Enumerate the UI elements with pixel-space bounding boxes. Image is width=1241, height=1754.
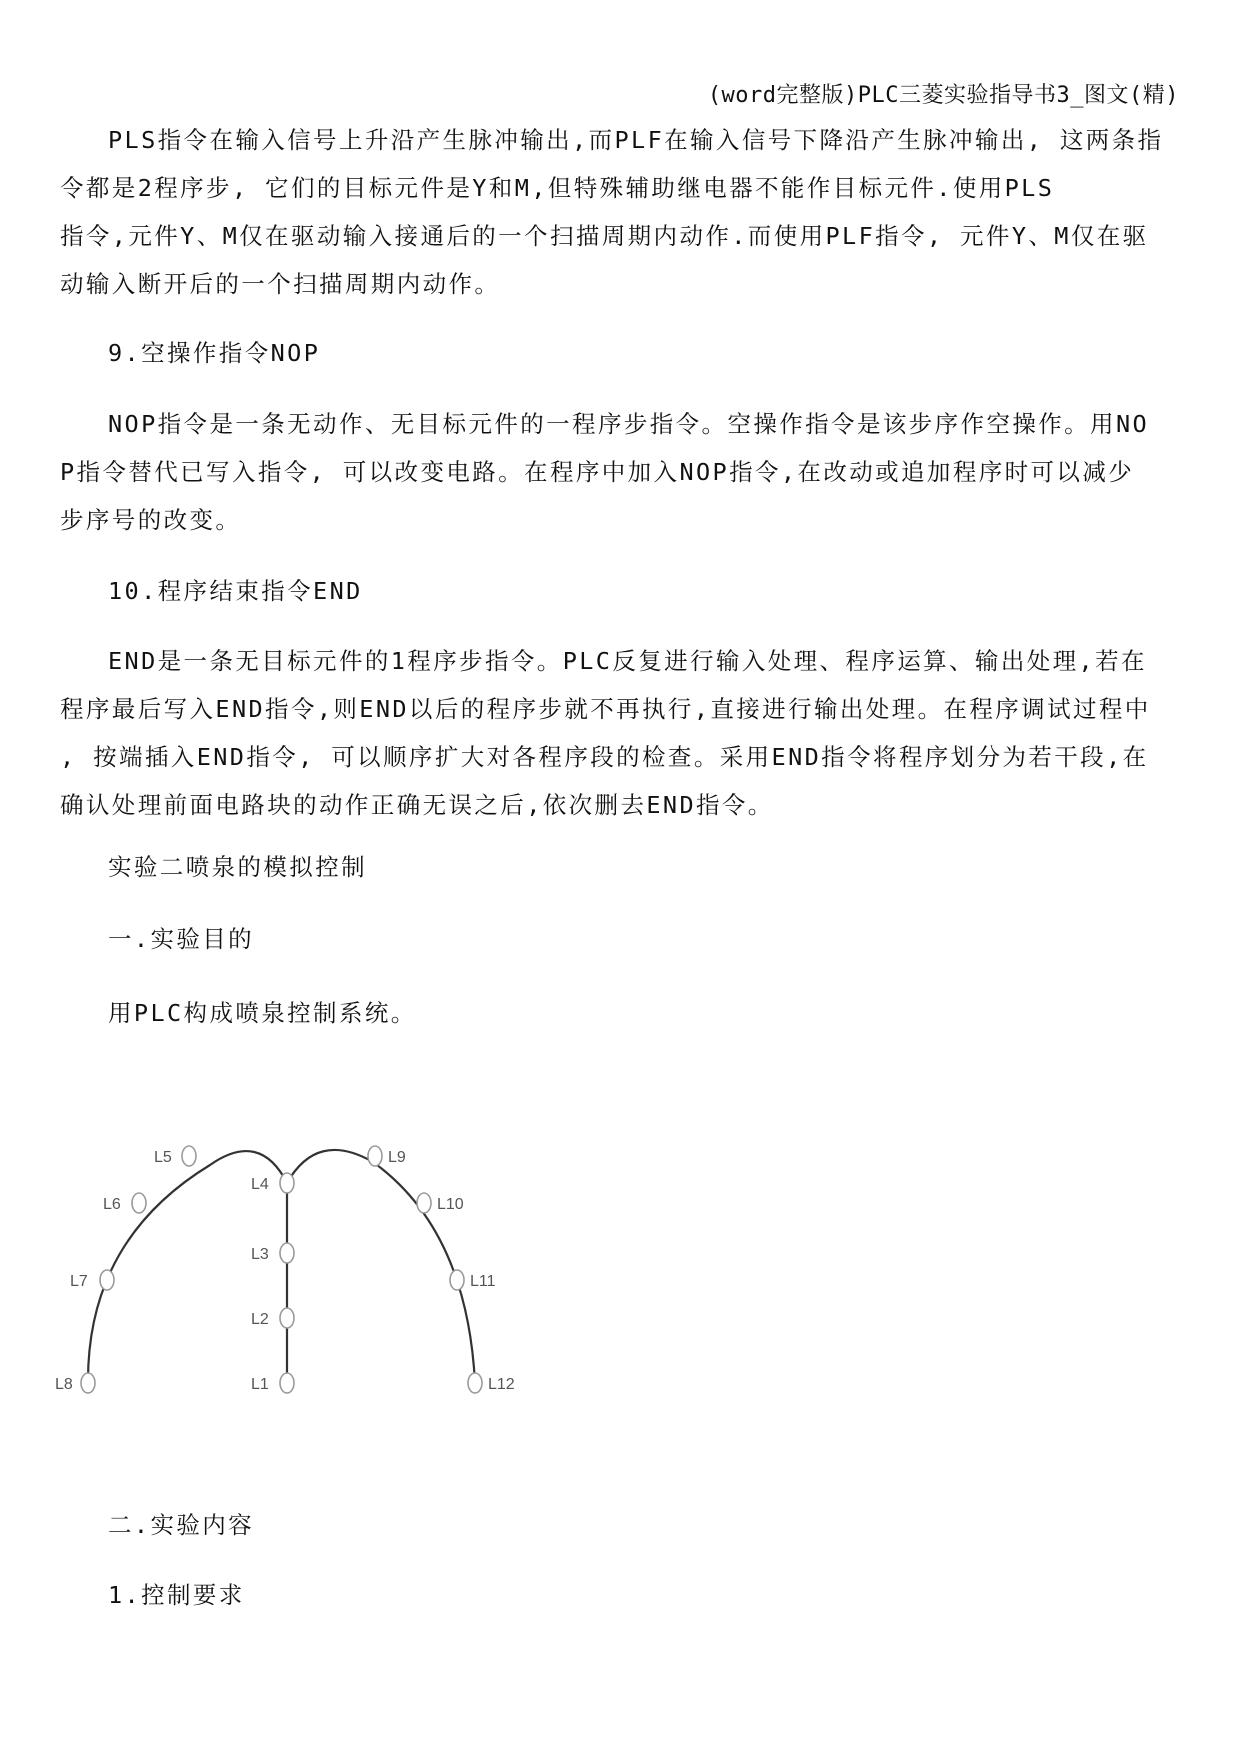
paragraph-purpose: 用PLC构成喷泉控制系统。	[108, 999, 417, 1027]
paragraph-line: NOP指令是一条无动作、无目标元件的一程序步指令。空操作指令是该步序作空操作。用NO	[108, 410, 1150, 438]
paragraph-pls-plf	[60, 116, 1180, 308]
paragraph-line: PLS指令在输入信号上升沿产生脉冲输出,而PLF在输入信号下降沿产生脉冲输出, 这两条指	[108, 126, 1164, 154]
heading-end: 10.程序结束指令END	[108, 577, 363, 605]
paragraph-line: 指令,元件Y、M仅在驱动输入接通后的一个扫描周期内动作.而使用PLF指令, 元件Y、M仅在驱	[60, 222, 1149, 250]
light-node-l6	[132, 1193, 146, 1213]
label-l9: L9	[388, 1149, 406, 1166]
paragraph-line: END是一条无目标元件的1程序步指令。PLC反复进行输入处理、程序运算、输出处理,若在	[108, 647, 1147, 675]
paragraph-line: 动输入断开后的一个扫描周期内动作。	[60, 270, 501, 298]
label-l6: L6	[103, 1196, 121, 1213]
label-l4: L4	[251, 1176, 269, 1193]
paragraph-end	[60, 637, 1180, 829]
heading-requirement: 1.控制要求	[108, 1581, 245, 1609]
paragraph-line: 程序最后写入END指令,则END以后的程序步就不再执行,直接进行输出处理。在程序调试过程中	[60, 695, 1151, 723]
light-node-l11	[450, 1270, 464, 1290]
label-l2: L2	[251, 1311, 269, 1328]
paragraph-line: , 按端插入END指令, 可以顺序扩大对各程序段的检查。采用END指令将程序划分为若干段,在	[60, 743, 1149, 771]
heading-content: 二.实验内容	[108, 1511, 255, 1539]
light-node-l9	[368, 1146, 382, 1166]
light-node-l7	[100, 1270, 114, 1290]
light-node-l5	[182, 1146, 196, 1166]
heading-nop: 9.空操作指令NOP	[108, 339, 321, 367]
light-node-l3	[280, 1243, 294, 1263]
heading-experiment: 实验二喷泉的模拟控制	[108, 853, 367, 881]
light-node-l12	[468, 1373, 482, 1393]
label-l7: L7	[70, 1273, 88, 1290]
page-header-title: (word完整版)PLC三菱实验指导书3_图文(精)	[707, 83, 1179, 108]
light-node-l1	[280, 1373, 294, 1393]
light-nodes	[81, 1146, 482, 1393]
light-node-l2	[280, 1308, 294, 1328]
light-node-l4	[280, 1173, 294, 1193]
fountain-diagram-svg	[55, 1120, 525, 1420]
paragraph-line: 确认处理前面电路块的动作正确无误之后,依次删去END指令。	[60, 791, 774, 819]
label-l5: L5	[154, 1149, 172, 1166]
paragraph-nop	[60, 400, 1180, 544]
paragraph-line: 令都是2程序步, 它们的目标元件是Y和M,但特殊辅助继电器不能作目标元件.使用PLS	[60, 174, 1055, 202]
paragraph-line: P指令替代已写入指令, 可以改变电路。在程序中加入NOP指令,在改动或追加程序时可以减少	[60, 458, 1135, 486]
heading-purpose: 一.实验目的	[108, 925, 255, 953]
paragraph-line: 步序号的改变。	[60, 506, 242, 534]
label-l3: L3	[251, 1246, 269, 1263]
light-node-l8	[81, 1373, 95, 1393]
label-l11: L11	[470, 1273, 496, 1290]
label-l8: L8	[55, 1376, 73, 1393]
light-node-l10	[417, 1193, 431, 1213]
label-l1: L1	[251, 1376, 269, 1393]
right-arc	[287, 1150, 475, 1383]
fountain-light-diagram	[55, 1120, 525, 1420]
label-l12: L12	[488, 1376, 515, 1393]
label-l10: L10	[437, 1196, 464, 1213]
